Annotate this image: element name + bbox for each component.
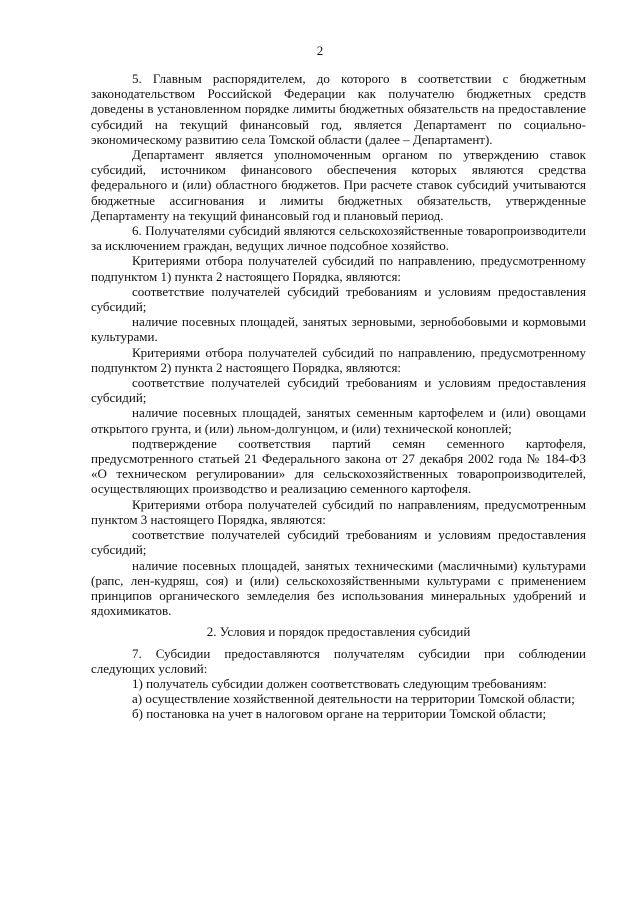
- paragraph-item-5-main-distributor: 5. Главным распорядителем, до которого в соответствии с бюджетным законодательством Российской Федерации как получателю бюджетных средств доведены в установленном порядке лимиты бюджетных обязательств на предоставление субсидий на текущий финансовый год, является Департамент по социально-экономическому развитию села Томской области (далее – Департамент).: [91, 71, 586, 147]
- paragraph-item-7-conditions: 7. Субсидии предоставляются получателям субсидии при соблюдении следующих условий:: [91, 645, 586, 676]
- paragraph-criteria-subitem-1: Критериями отбора получателей субсидий по направлению, предусмотренному подпунктом 1) пункта 2 настоящего Порядка, являются:: [91, 253, 586, 284]
- document-body: [91, 71, 586, 722]
- paragraph-criterion-compliance-1: соответствие получателей субсидий требованиям и условиям предоставления субсидий;: [91, 283, 586, 315]
- paragraph-criterion-potato-areas: наличие посевных площадей, занятых семенным картофелем и (или) овощами открытого грунта, и (или) льном-долгунцом, и (или) технической коноплей;: [91, 405, 586, 436]
- paragraph-department-authority: Департамент является уполномоченным органом по утверждению ставок субсидий, источником финансового обеспечения которых являются средства федерального и (или) областного бюджетов. При расчете ставок субсидий учитываются бюджетные ассигнования и лимиты бюджетных обязательств, утвержденные Департаменту на текущий финансовый год и плановый период.: [91, 147, 586, 223]
- paragraph-item-6-recipients: 6. Получателями субсидий являются сельскохозяйственные товаропроизводители за исключением граждан, ведущих личное подсобное хозяйство.: [91, 223, 586, 254]
- paragraph-criteria-item-3: Критериями отбора получателей субсидий по направлениям, предусмотренным пунктом 3 настоящего Порядка, являются:: [91, 496, 586, 527]
- paragraph-criterion-grain-areas: наличие посевных площадей, занятых зерновыми, зернобобовыми и кормовыми культурами.: [91, 314, 586, 345]
- paragraph-condition-1: 1) получатель субсидии должен соответствовать следующим требованиям:: [132, 675, 547, 691]
- paragraph-condition-1a: а) осуществление хозяйственной деятельности на территории Томской области;: [132, 691, 575, 707]
- section-heading: 2. Условия и порядок предоставления субсидий: [206, 624, 471, 640]
- paragraph-criterion-oilseed-areas: наличие посевных площадей, занятых техническими (масличными) культурами (рапс, лен-кудряш, соя) и (или) сельскохозяйственными культурами с применением принципов органического земледелия без использования минеральных удобрений и ядохимикатов.: [91, 557, 586, 619]
- paragraph-criterion-compliance-3: соответствие получателей субсидий требованиям и условиям предоставления субсидий;: [91, 527, 586, 558]
- paragraph-criteria-subitem-2: Критериями отбора получателей субсидий по направлению, предусмотренному подпунктом 2) пункта 2 настоящего Порядка, являются:: [91, 344, 586, 375]
- paragraph-condition-1b: б) постановка на учет в налоговом органе на территории Томской области;: [132, 706, 547, 722]
- paragraph-criterion-compliance-2: соответствие получателей субсидий требованиям и условиям предоставления субсидий;: [91, 375, 586, 406]
- paragraph-criterion-seed-confirmation: подтверждение соответствия партий семян семенного картофеля, предусмотренного статьей 21 Федерального закона от 27 декабря 2002 года № 184-ФЗ «О техническом регулировании» для сельскохозяйственных товаропроизводителей, осуществляющих производство и реализацию семенного картофеля.: [91, 435, 586, 497]
- page-number: 2: [316, 43, 324, 58]
